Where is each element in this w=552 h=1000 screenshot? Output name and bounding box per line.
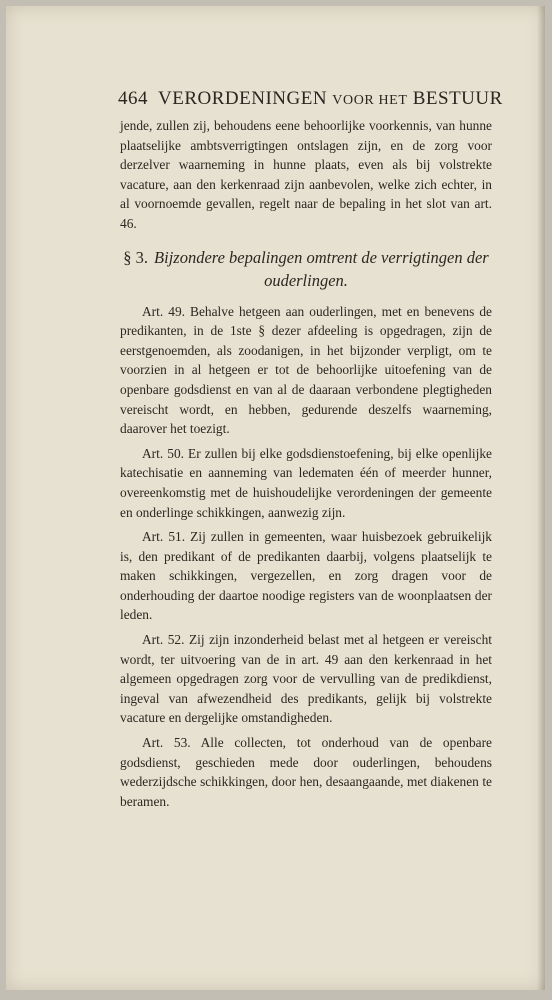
article-51: Art. 51. Zij zullen in gemeenten, waar huisbezoek gebruikelijk is, den predikant of de predikanten daarbij, volgens plaatselijk te maken schikkingen, vergezellen, en zorg dragen voor de onderhouding der daartoe noodige registers van de woonplaatsen der leden. bbox=[120, 529, 492, 623]
header-title-part1: VERORDENINGEN bbox=[158, 88, 328, 109]
article-52: Art. 52. Zij zijn inzonderheid belast met al hetgeen er vereischt wordt, ter uitvoering van de in art. 49 aan den kerkenraad in het algemeen opgedragen zorg voor de vervulling van de predikdienst, ingeval van afwezendheid des predikants, gelijk bij volstrekte vacature en dergelijke omstandigheden. bbox=[120, 632, 492, 726]
page-body bbox=[120, 116, 492, 811]
running-header bbox=[118, 88, 503, 110]
article-49: Art. 49. Behalve hetgeen aan ouderlingen, met en benevens de predikanten, in de 1ste § dezer afdeeling is opgedragen, zijn de eerstgenoemden, als zoodanigen, in het bijzonder verpligt, om te voorzien in al hetgeen er tot de behoorlijke uitoefening van de openbare godsdienst en van al de daaraan verbondene plegtigheden vereischt wordt, en hebben, gedurende deszelfs waarneming, daarover het toezigt. bbox=[120, 303, 492, 437]
section-title: Bijzondere bepalingen omtrent de verrigtingen der ouderlingen. bbox=[154, 247, 489, 290]
header-title-part2: BESTUUR bbox=[412, 88, 503, 109]
article-50: Art. 50. Er zullen bij elke godsdienstoefening, bij elke openlijke katechisatie en aanneming van ledematen één of meerder hunner, overeenkomstig met de huishoudelijke verordeningen der gemeente en onderlinge schikkingen, aanwezig zijn. bbox=[120, 445, 492, 520]
section-heading bbox=[120, 246, 492, 292]
continuation-paragraph: jende, zullen zij, behoudens eene behoorlijke voorkennis, van hunne plaatselijke ambtsverrigtingen ontslagen zijn, en de zorg voor derzelver waarneming in hunne plaats, even als bij volstrekte vacature, aan den kerkenraad zijn aanbevolen, welke zich echter, in al voornoemde gevallen, regelt naar de bepaling in het slot van art. 46. bbox=[120, 118, 492, 231]
article-53: Art. 53. Alle collecten, tot onderhoud van de openbare godsdienst, geschieden mede door ouderlingen, behoudens wederzijdsche schikkingen, door hen, desaangaande, met diakenen te beramen. bbox=[120, 735, 492, 809]
header-title-small: VOOR HET bbox=[332, 93, 408, 108]
page-number: 464 bbox=[118, 88, 148, 109]
section-symbol: § 3. bbox=[123, 247, 149, 267]
